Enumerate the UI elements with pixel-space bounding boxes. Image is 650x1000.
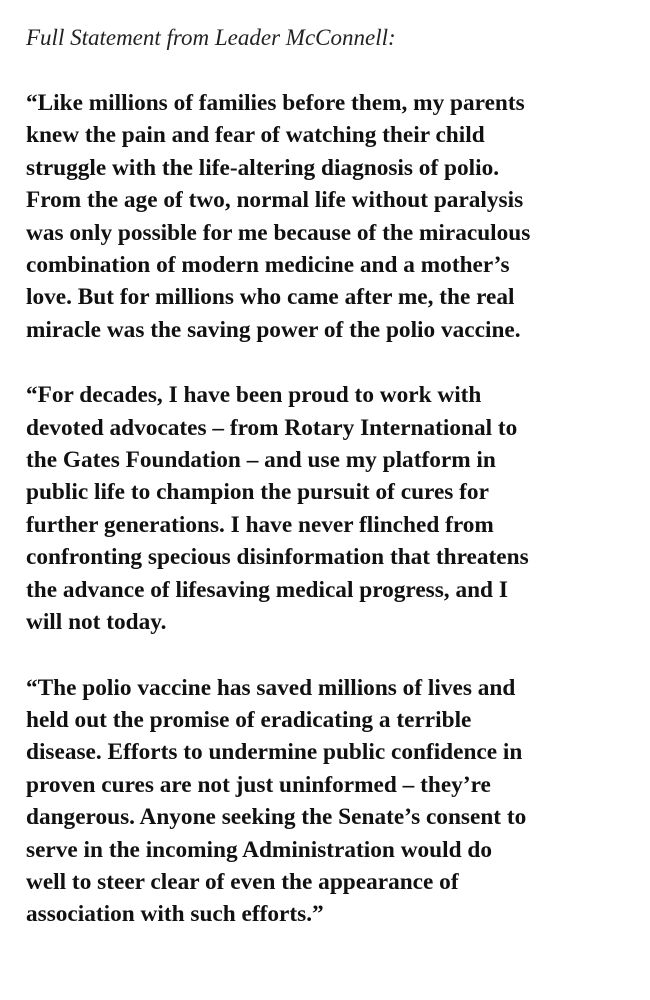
text-line: miracle was the saving power of the polio vaccine. (26, 316, 521, 343)
text-line: love. But for millions who came after me, the real (26, 284, 515, 311)
text-line: “Like millions of families before them, my parents (26, 90, 525, 116)
text-line: serve in the incoming Administration would do (26, 836, 492, 863)
text-line: dangerous. Anyone seeking the Senate’s consent to (26, 804, 527, 831)
text-line: was only possible for me because of the miraculous (26, 219, 531, 246)
text-line: knew the pain and fear of watching their child (26, 122, 485, 149)
paragraph-1 (26, 87, 626, 346)
paragraph-2 (26, 379, 626, 638)
text-line: the advance of lifesaving medical progress, and I (26, 576, 508, 603)
text-line: proven cures are not just uninformed – they’re (26, 771, 491, 798)
text-line: “For decades, I have been proud to work with (26, 382, 482, 409)
text-line: the Gates Foundation – and use my platform in (26, 447, 496, 474)
text-line: combination of modern medicine and a mother’s (26, 252, 510, 279)
text-line: further generations. I have never flinched from (26, 511, 494, 538)
text-line: held out the promise of eradicating a terrible (26, 706, 472, 733)
text-line: association with such efforts.” (26, 901, 324, 928)
text-line: “The polio vaccine has saved millions of lives and (26, 674, 516, 701)
statement-document (26, 24, 626, 964)
text-line: confronting specious disinformation that threatens (26, 544, 529, 571)
text-line: disease. Efforts to undermine public confidence in (26, 739, 523, 766)
text-line: will not today. (26, 609, 167, 636)
text-line: struggle with the life-altering diagnosis of polio. (26, 154, 500, 181)
text-line: devoted advocates – from Rotary International to (26, 414, 518, 441)
text-line: From the age of two, normal life without paralysis (26, 187, 524, 214)
text-line: public life to champion the pursuit of cures for (26, 479, 489, 506)
statement-heading: Full Statement from Leader McConnell: (26, 25, 396, 50)
text-line: well to steer clear of even the appearance of (26, 868, 459, 895)
paragraph-3 (26, 672, 626, 931)
